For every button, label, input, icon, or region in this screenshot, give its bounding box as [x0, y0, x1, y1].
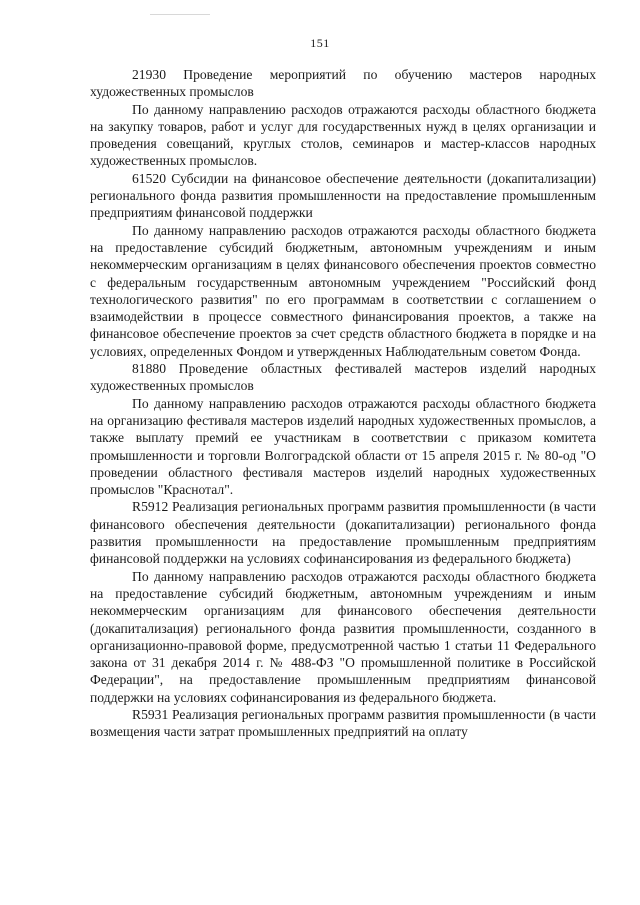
section-heading-81880: 81880 Проведение областных фестивалей мастеров изделий народных художественных промыслов [90, 361, 596, 394]
section-heading-r5912: R5912 Реализация региональных программ развития промышленности (в части финансового обеспечения деятельности (докапитализации) регионального фонда развития промышленности на предоставление промышленным предприятиям финансовой поддержки на условиях софинансирования из федерального бюджета) [90, 499, 596, 567]
section-heading-21930: 21930 Проведение мероприятий по обучению мастеров народных художественных промыслов [90, 67, 596, 100]
page-number: 151 [310, 36, 330, 50]
scan-artifact [150, 14, 210, 15]
section-heading-r5931: R5931 Реализация региональных программ развития промышленности (в части возмещения части затрат промышленных предприятий на оплату [90, 706, 596, 740]
section-description-61520: По данному направлению расходов отражаются расходы областного бюджета на предоставление субсидий бюджетным, автономным учреждениям и иным некоммерческим организациям в целях финансового обеспечения проектов совместно с федеральным государственным автономным учреждением "Российский фонд технологического развития" по его программам в соответствии с соглашением о взаимодействии в процессе совместного финансирования проектов, а также на финансовое обеспечение проектов за счет средств областного бюджета в порядке и на условиях, определенных Фондом и утвержденных Наблюдательным советом Фонда. [90, 222, 596, 359]
section-description-81880: По данному направлению расходов отражаются расходы областного бюджета на организацию фестиваля мастеров изделий народных художественных промыслов, а также выплату премий ее участникам в соответствии с приказом комитета промышленности и торговли Волгоградской области от 15 апреля 2015 г. № 80-од "О проведении областного фестиваля мастеров изделий народных художественных промыслов "Краснотал". [90, 395, 596, 498]
document-body [90, 66, 596, 741]
section-description-r5912: По данному направлению расходов отражаются расходы областного бюджета на предоставление субсидий бюджетным, автономным учреждениям и иным некоммерческим организациям для финансового обеспечения деятельности (докапитализация) регионального фонда развития промышленности, созданного в организационно-правовой форме, предусмотренной частью 1 статьи 11 Федерального закона от 31 декабря 2014 г. № 488-ФЗ "О промышленной политике в Российской Федерации", на предоставление промышленным предприятиям финансовой поддержки на условиях софинансирования из федерального бюджета. [90, 568, 596, 705]
section-description-21930: По данному направлению расходов отражаются расходы областного бюджета на закупку товаров, работ и услуг для государственных нужд в целях организации и проведения совещаний, круглых столов, семинаров и мастер-классов народных художественных промыслов. [90, 101, 596, 169]
section-heading-61520: 61520 Субсидии на финансовое обеспечение деятельности (докапитализации) регионального фонда развития промышленности на предоставление промышленным предприятиям финансовой поддержки [90, 170, 596, 221]
